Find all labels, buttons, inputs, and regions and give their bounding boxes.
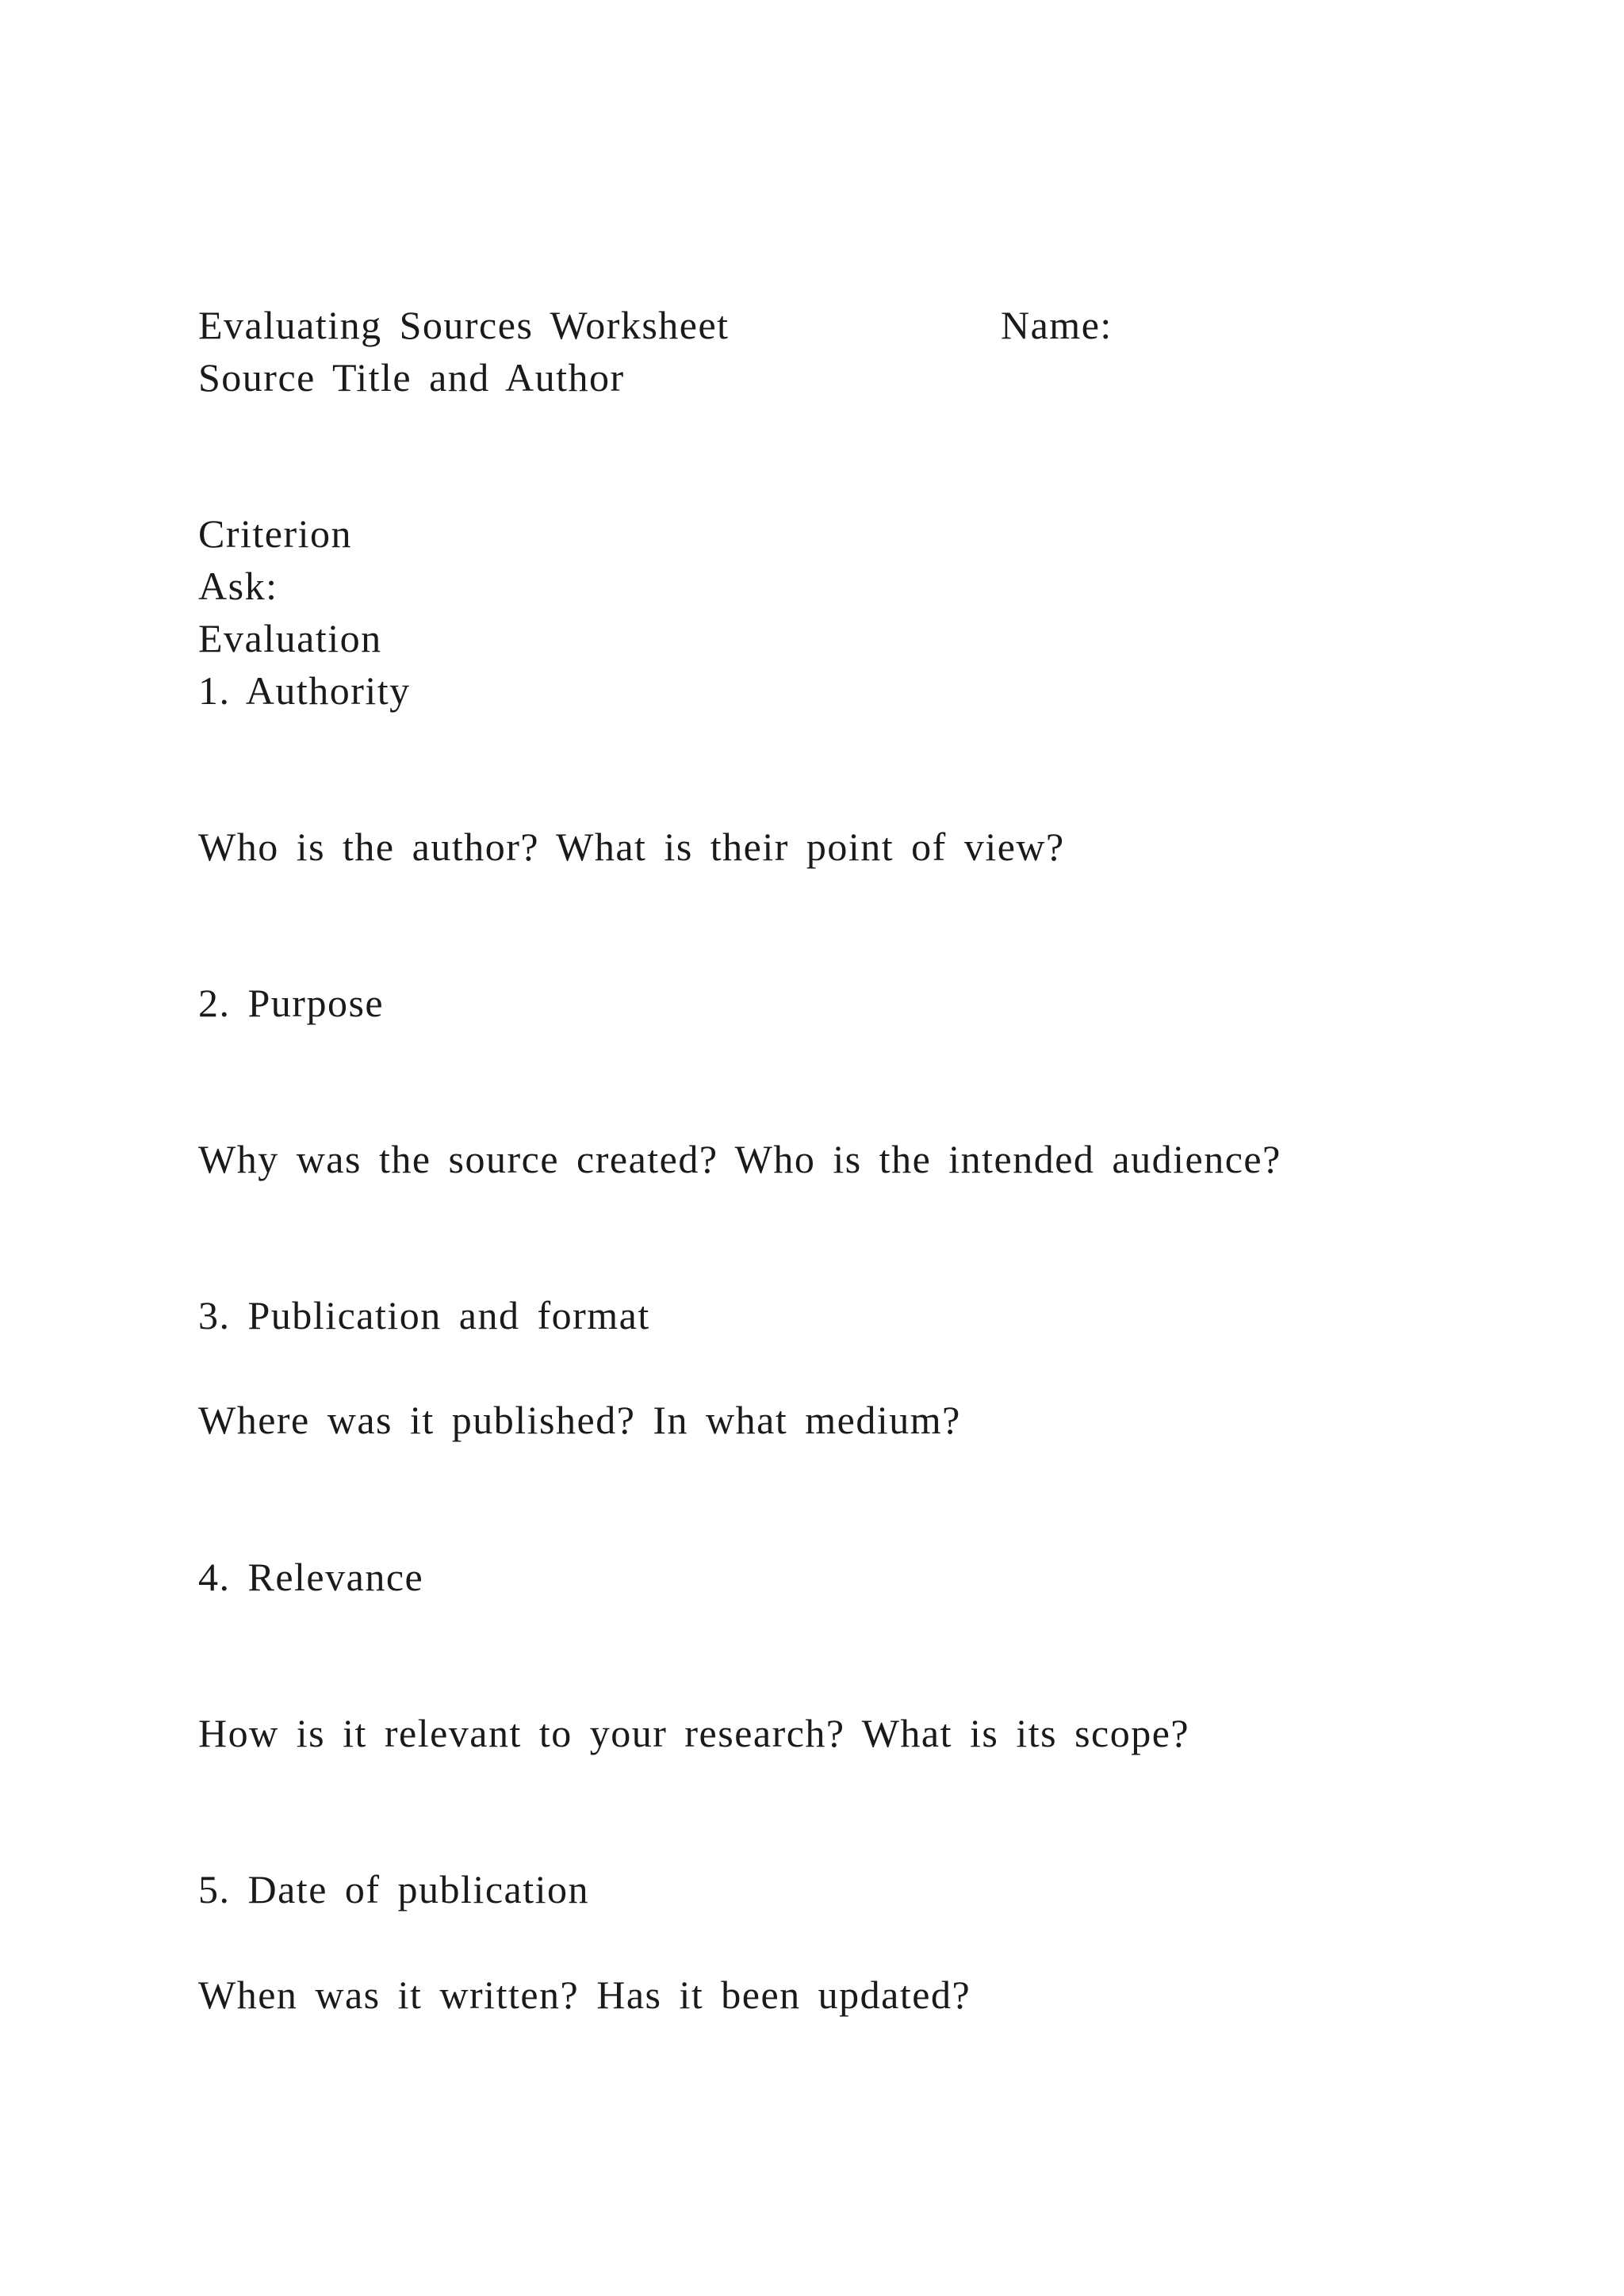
criterion-authority-question: Who is the author? What is their point of view?: [198, 825, 1065, 869]
criterion-relevance-question: How is it relevant to your research? What is its scope?: [198, 1711, 1190, 1755]
criterion-publication-question: Where was it published? In what medium?: [198, 1398, 961, 1442]
criterion-date-question: When was it written? Has it been updated?: [198, 1973, 971, 2017]
criterion-date-label: 5. Date of publication: [198, 1867, 589, 1911]
criterion-authority-label: 1. Authority: [198, 668, 411, 713]
criterion-publication-label: 3. Publication and format: [198, 1293, 650, 1337]
criterion-purpose-label: 2. Purpose: [198, 981, 385, 1025]
criterion-purpose-question: Why was the source created? Who is the intended audience?: [198, 1137, 1281, 1181]
worksheet-title: Evaluating Sources Worksheet: [198, 303, 730, 347]
source-title-author-label: Source Title and Author: [198, 355, 625, 400]
criterion-relevance-label: 4. Relevance: [198, 1555, 424, 1599]
ask-header: Ask:: [198, 564, 278, 608]
criterion-header: Criterion: [198, 511, 353, 556]
name-label: Name:: [1001, 303, 1113, 347]
evaluation-header: Evaluation: [198, 616, 382, 660]
